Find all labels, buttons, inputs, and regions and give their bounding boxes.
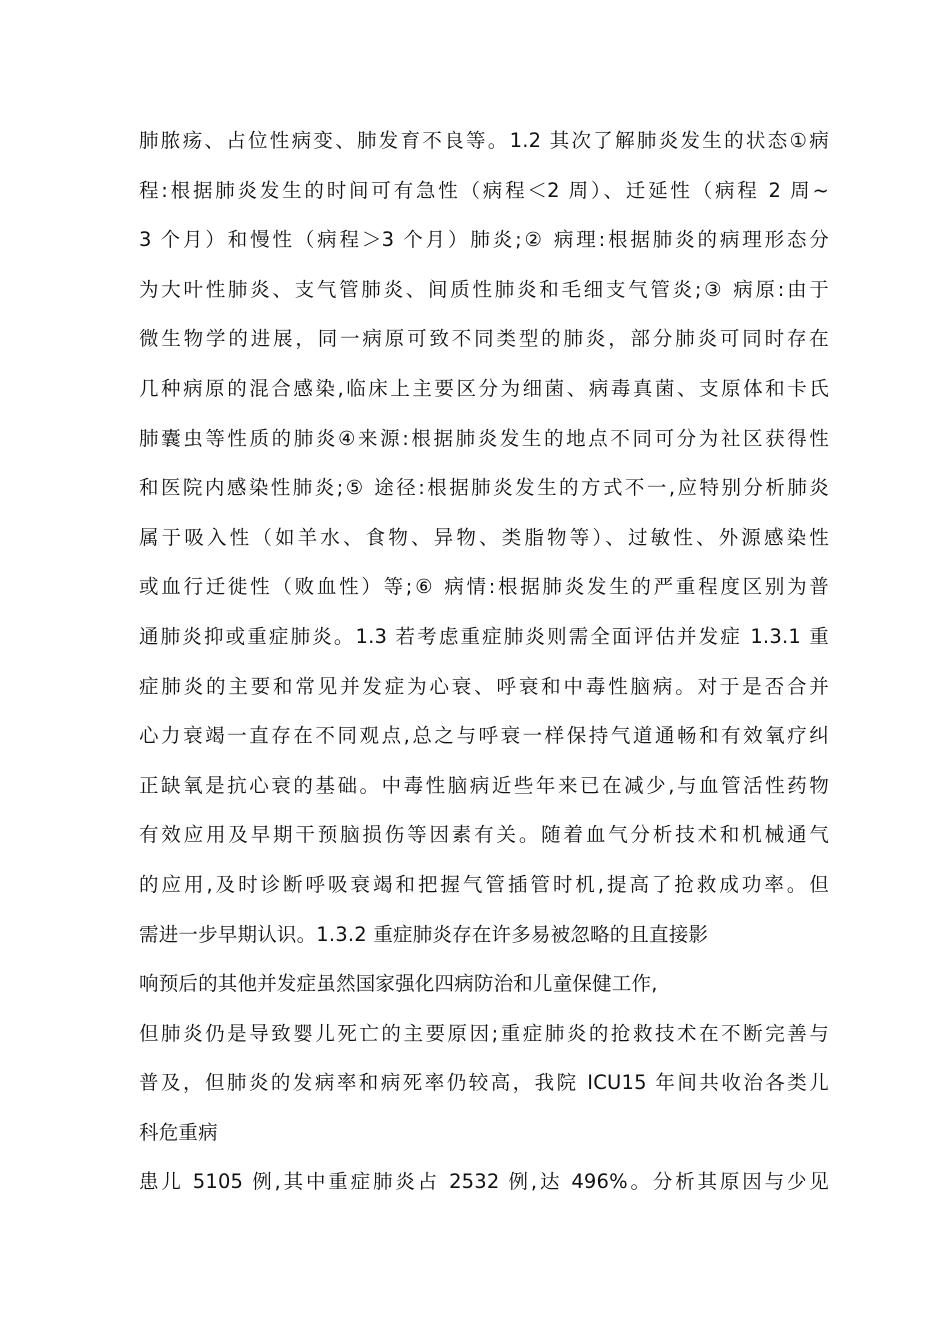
text-line-2: 程:根据肺炎发生的时间可有急性（病程＜2 周）、迁延性（病程 2 周~ [139, 178, 829, 202]
text-line-10: 或血行迁徙性（败血性）等;⑥ 病情:根据肺炎发生的严重程度区别为普 [139, 575, 829, 599]
body-text [139, 121, 829, 1212]
text-line-9: 属于吸入性（如羊水、食物、异物、类脂物等）、过敏性、外源感染性 [139, 525, 829, 549]
text-line-3: 3 个月）和慢性（病程＞3 个月）肺炎;② 病理:根据肺炎的病理形态分 [139, 228, 829, 252]
text-line-11: 通肺炎抑或重症肺炎。1.3 若考虑重症肺炎则需全面评估并发症 1.3.1 重 [139, 624, 829, 648]
text-line-22: 患儿 5105 例,其中重症肺炎占 2532 例,达 496%。分析其原因与少见 [139, 1170, 829, 1194]
text-line-4: 为大叶性肺炎、支气管肺炎、间质性肺炎和毛细支气管炎;③ 病原:由于 [139, 277, 829, 301]
text-line-14: 正缺氧是抗心衰的基础。中毒性脑病近些年来已在减少,与血管活性药物 [139, 773, 829, 797]
text-line-12: 症肺炎的主要和常见并发症为心衰、呼衰和中毒性脑病。对于是否合并 [139, 674, 829, 698]
text-line-7: 肺囊虫等性质的肺炎④来源:根据肺炎发生的地点不同可分为社区获得性 [139, 426, 829, 450]
text-line-1: 肺脓疡、占位性病变、肺发育不良等。1.2 其次了解肺炎发生的状态①病 [139, 129, 829, 152]
text-line-19: 但肺炎仍是导致婴儿死亡的主要原因;重症肺炎的抢救技术在不断完善与 [139, 1021, 829, 1045]
text-line-20: 普及，但肺炎的发病率和病死率仍较高，我院 ICU15 年间共收治各类儿 [139, 1071, 829, 1095]
text-line-15: 有效应用及早期干预脑损伤等因素有关。随着血气分析技术和机械通气 [139, 823, 829, 847]
text-line-8: 和医院内感染性肺炎;⑤ 途径:根据肺炎发生的方式不一,应特别分析肺炎 [139, 476, 829, 500]
text-line-13: 心力衰竭一直存在不同观点,总之与呼衰一样保持气道通畅和有效氧疗纠 [139, 724, 829, 748]
text-line-21: 科危重病 [139, 1120, 218, 1144]
text-line-17: 需进一步早期认识。1.3.2 重症肺炎存在许多易被忽略的且直接影 [139, 922, 709, 946]
text-line-18: 响预后的其他并发症虽然国家强化四病防治和儿童保健工作, [139, 972, 658, 996]
text-line-6: 几种病原的混合感染,临床上主要区分为细菌、病毒真菌、支原体和卡氏 [139, 376, 829, 400]
text-line-5: 微生物学的进展，同一病原可致不同类型的肺炎，部分肺炎可同时存在 [139, 327, 829, 351]
text-line-16: 的应用,及时诊断呼吸衰竭和把握气管插管时机,提高了抢救成功率。但 [139, 872, 829, 896]
